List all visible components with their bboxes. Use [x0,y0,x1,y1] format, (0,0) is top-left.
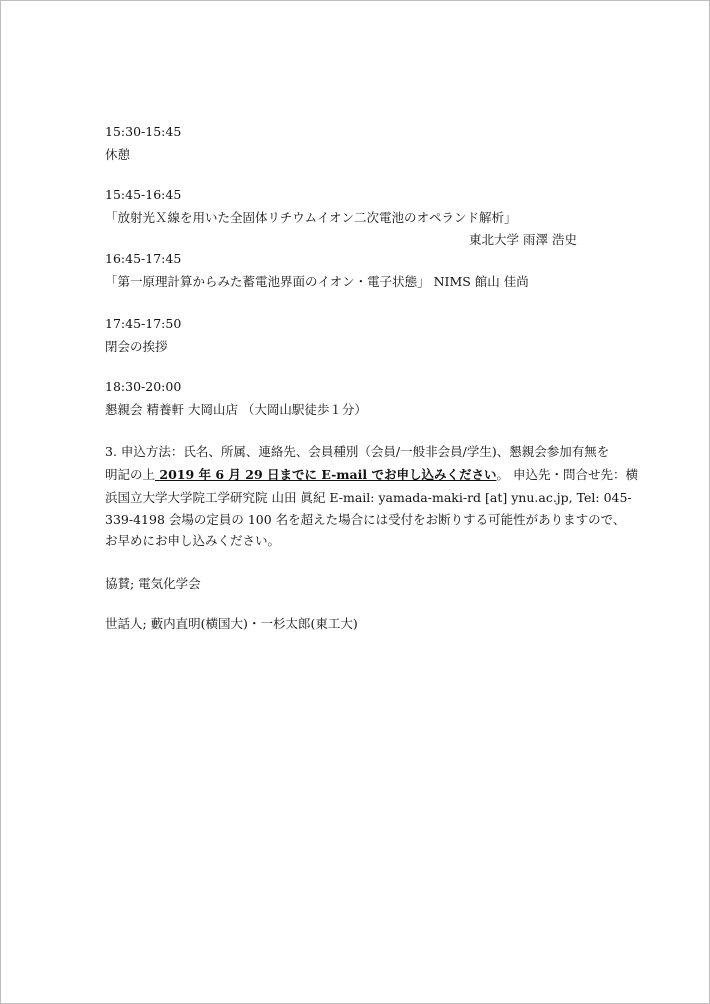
schedule-time-4: 17:45-17:50 [105,316,182,331]
application-line-2-pre: 明記の上 [105,467,156,482]
schedule-time-1: 15:30-15:45 [105,124,182,139]
application-line-5: お早めにお申し込みください。 [105,533,281,548]
schedule-time-3: 16:45-17:45 [105,251,182,266]
organizers: 世話人; 藪内直明(横国大)・一杉太郎(東工大) [105,616,358,631]
application-line-2-post: 。 申込先・問合せ先：横 [496,467,638,482]
schedule-title-1: 休憩 [105,147,131,162]
application-line-3: 浜国立大学大学院工学研究院 山田 眞紀 E-mail: yamada-maki-rd [at] ynu.ac.jp, Tel: 045- [105,490,632,505]
schedule-title-4: 閉会の挨拶 [105,339,168,354]
schedule-title-3: 「第一原理計算からみた蓄電池界面のイオン・電子状態」 NIMS 館山 佳尚 [105,274,529,289]
schedule-title-5: 懇親会 精養軒 大岡山店 （大岡山駅徒歩１分） [105,402,367,417]
schedule-title-2: 「放射光Ｘ線を用いた全固体リチウムイオン二次電池のオペランド解析」 [105,210,517,225]
application-line-2 [105,467,638,483]
schedule-time-5: 18:30-20:00 [105,379,182,394]
schedule-speaker-2: 東北大学 雨澤 浩史 [469,232,577,247]
application-deadline: 2019 年 6 月 29 日までに E-mail でお申し込みください [155,467,497,482]
application-line-4: 339-4198 会場の定員の 100 名を超えた場合には受付をお断りする可能性がありますので、 [105,512,626,527]
application-line-1: 3. 申込方法：氏名、所属、連絡先、会員種別（会員/一般非会員/学生)、懇親会参加有無を [105,444,610,459]
sponsor: 協賛; 電気化学会 [105,576,201,591]
schedule-time-2: 15:45-16:45 [105,187,182,202]
